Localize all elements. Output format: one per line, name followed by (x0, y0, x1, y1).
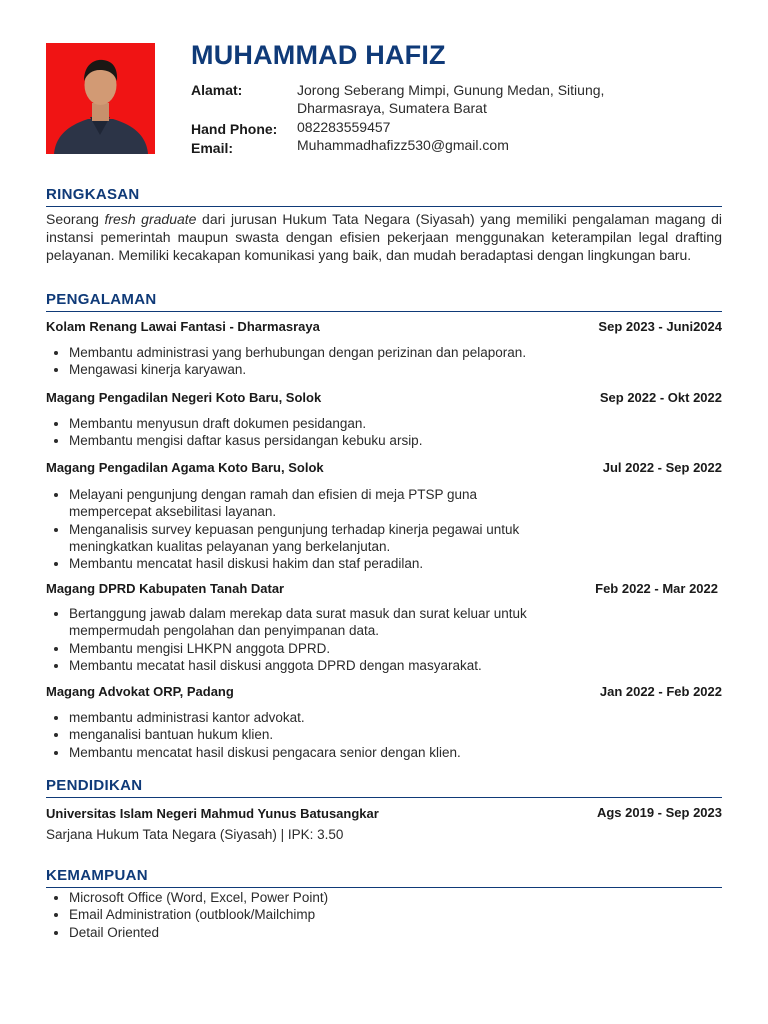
email-row (191, 136, 731, 154)
bullet-item: • Membantu mecatat hasil diskusi anggota DPRD dengan masyarakat. (69, 657, 745, 674)
bullet-item: • Membantu mencatat hasil diskusi hakim dan staf peradilan. (69, 555, 745, 572)
bullet-item: • Membantu menyusun draft dokumen pesidangan. (69, 415, 745, 432)
bullet-item: • membantu administrasi kantor advokat. (69, 709, 745, 726)
job-bullets (46, 344, 745, 379)
bullet-item: • Bertanggung jawab dalam merekap data surat masuk dan surat keluar untuk (69, 605, 745, 622)
summary-pre: Seorang (46, 211, 105, 227)
job-title: Magang Advokat ORP, Padang (46, 684, 234, 699)
job-item (46, 684, 722, 699)
degree-text: Sarjana Hukum Tata Negara (Siyasah) | IPK: 3.50 (46, 827, 344, 842)
job-date: Jul 2022 - Sep 2022 (602, 460, 722, 475)
job-bullets (46, 605, 745, 674)
profile-photo (46, 43, 155, 154)
bullet-continuation: mempermudah pengolahan dan penyimpanan data. (69, 623, 379, 639)
bullet-item: • menganalisi bantuan hukum klien. (69, 726, 745, 743)
job-title: Magang DPRD Kabupaten Tanah Datar (46, 581, 285, 596)
job-bullets (46, 415, 745, 450)
bullet-item: • Menganalisis survey kepuasan pengunjung terhadap kinerja pegawai untuk (69, 521, 745, 538)
education-section (46, 777, 722, 798)
skill-item: • Detail Oriented (69, 924, 745, 941)
section-heading-skills: KEMAMPUAN (46, 867, 722, 888)
phone-value: 082283559457 (297, 119, 391, 135)
bullet-item: • Mengawasi kinerja karyawan. (69, 361, 745, 378)
phone-label: Hand Phone: (191, 121, 278, 137)
job-title: Magang Pengadilan Negeri Koto Baru, Solok (46, 390, 322, 405)
job-bullets (46, 486, 745, 572)
summary-section (46, 186, 722, 207)
skills-section (46, 867, 722, 888)
bullet-item: • Membantu mencatat hasil diskusi pengacara senior dengan klien. (69, 744, 745, 761)
job-title: Magang Pengadilan Agama Koto Baru, Solok (46, 460, 324, 475)
bullet-continuation: mempercepat aksebilitasi layanan. (69, 504, 277, 520)
address-label: Alamat: (191, 82, 243, 98)
address-line-2: Dharmasraya, Sumatera Barat (297, 100, 487, 116)
candidate-name: MUHAMMAD HAFIZ (191, 40, 446, 70)
summary-post: dari jurusan Hukum Tata Negara (Siyasah) yang memiliki pengalaman magang di instansi pemerintah maupun swasta dengan efisien pekerjaan menggunakan keterampilan legal drafting pelayanan. Memiliki kecakapan komunikasi yang baik, dan mudah beradaptasi dengan lingkungan baru. (46, 211, 722, 263)
bullet-item: • Membantu administrasi yang berhubungan dengan perizinan dan pelaporan. (69, 344, 745, 361)
email-value: Muhammadhafizz530@gmail.com (297, 137, 509, 153)
education-date: Ags 2019 - Sep 2023 (596, 805, 722, 820)
section-heading-experience: PENGALAMAN (46, 291, 722, 312)
email-label: Email: (191, 140, 234, 156)
bullet-item: • Melayani pengunjung dengan ramah dan efisien di meja PTSP guna (69, 486, 745, 503)
bullet-continuation: meningkatkan kualitas pelayanan yang berkelanjutan. (69, 538, 391, 554)
job-item (46, 390, 722, 405)
job-item (46, 460, 722, 475)
address-line-1: Jorong Seberang Mimpi, Gunung Medan, Sitiung, (297, 82, 605, 98)
phone-row (191, 118, 731, 136)
skill-item: • Microsoft Office (Word, Excel, Power Point) (69, 889, 745, 906)
education-item (46, 805, 722, 820)
skills-list (46, 889, 745, 941)
experience-section (46, 291, 722, 312)
job-title: Kolam Renang Lawai Fantasi - Dharmasraya (46, 319, 320, 334)
school-name: Universitas Islam Negeri Mahmud Yunus Batusangkar (46, 806, 379, 821)
job-item (46, 319, 722, 334)
summary-emphasis: fresh graduate (104, 211, 197, 227)
section-heading-education: PENDIDIKAN (46, 777, 722, 798)
job-date: Jan 2022 - Feb 2022 (599, 684, 722, 699)
job-date: Sep 2023 - Juni2024 (598, 319, 722, 334)
job-item (46, 581, 722, 596)
address-row (191, 81, 731, 117)
job-date: Sep 2022 - Okt 2022 (599, 390, 722, 405)
bullet-item: • Membantu mengisi LHKPN anggota DPRD. (69, 640, 745, 657)
job-bullets (46, 709, 745, 761)
section-heading-summary: RINGKASAN (46, 186, 722, 207)
skill-item: • Email Administration (outblook/Mailchimp (69, 906, 745, 923)
summary-text (46, 210, 722, 264)
bullet-item: • Membantu mengisi daftar kasus persidangan kebuku arsip. (69, 432, 745, 449)
contact-info (191, 81, 731, 154)
job-date: Feb 2022 - Mar 2022 (595, 581, 718, 596)
